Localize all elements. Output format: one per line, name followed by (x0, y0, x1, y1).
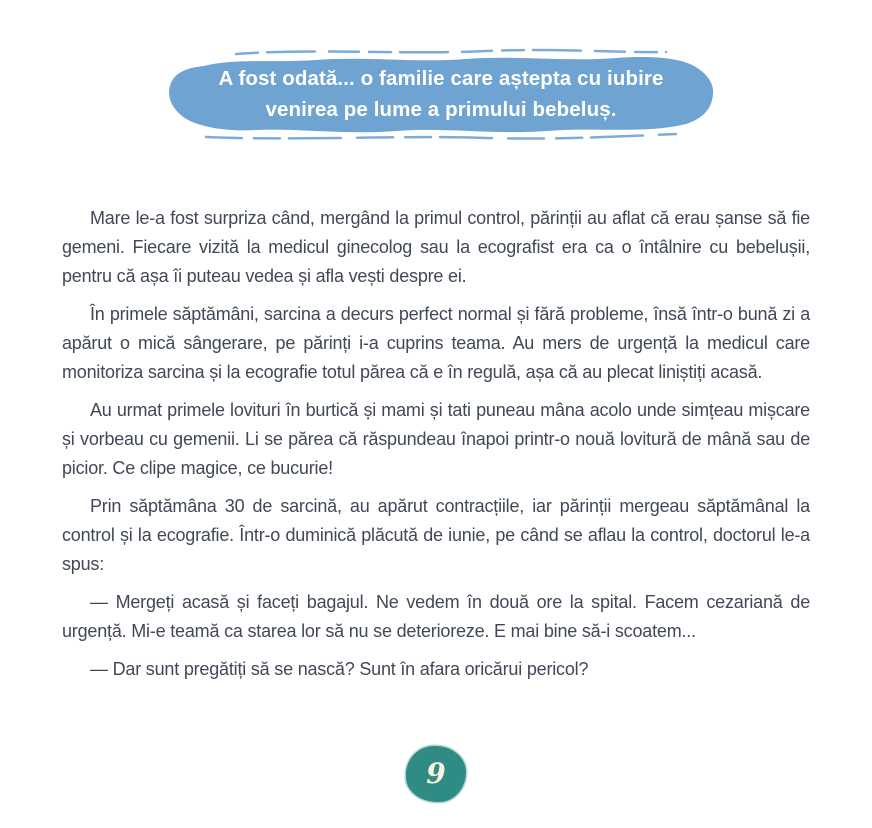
story-paragraph-1: Mare le-a fost surpriza când, mergând la primul control, părinții au aflat că erau șanse să fie gemeni. Fiecare vizită la medicul ginecolog sau la ecografist era ca o întâlnire cu bebelușii, pentru că așa îi puteau vedea și afla vești despre ei. (62, 208, 810, 286)
story-banner (166, 46, 716, 142)
story-paragraph-2: În primele săptămâni, sarcina a decurs perfect normal și fără probleme, însă într-o bună zi a apărut o mică sângerare, pe părinți i-a cuprins teama. Au mers de urgență la medicul care monitoriza sarcina și la ecografie totul părea că e în regulă, așa că au plecat liniștiți acasă. (62, 304, 810, 382)
page-number: 9 (426, 756, 446, 790)
story-paragraph-4: Prin săptămâna 30 de sarcină, au apărut contracțiile, iar părinții mergeau săptămânal la control și la ecografie. Într-o duminică plăcută de iunie, pe când se aflau la control, doctorul le-a spus: (62, 496, 810, 574)
story-paragraph-3: Au urmat primele lovituri în burtică și mami și tati puneau mâna acolo unde simțeau mișcare și vorbeau cu gemenii. Li se părea că răspundeau înapoi printr-o nouă lovitură de mână sau de picior. Ce clipe magice, ce bucurie! (62, 400, 810, 478)
banner-line-1: A fost odată... o familie care aștepta cu iubire (218, 67, 664, 90)
story-paragraph-5: — Mergeți acasă și faceți bagajul. Ne vedem în două ore la spital. Facem cezariană de urgență. Mi-e teamă ca starea lor să nu se deterioreze. E mai bine să-i scoatem... (62, 592, 810, 641)
page-footer (0, 746, 872, 802)
story-paragraph-6: — Dar sunt pregătiți să se nască? Sunt în afara oricărui pericol? (90, 659, 589, 679)
story-text (0, 204, 872, 693)
page-number-badge (406, 746, 466, 802)
banner-line-2: venirea pe lume a primului bebeluș. (265, 98, 617, 121)
banner-text (166, 46, 716, 142)
